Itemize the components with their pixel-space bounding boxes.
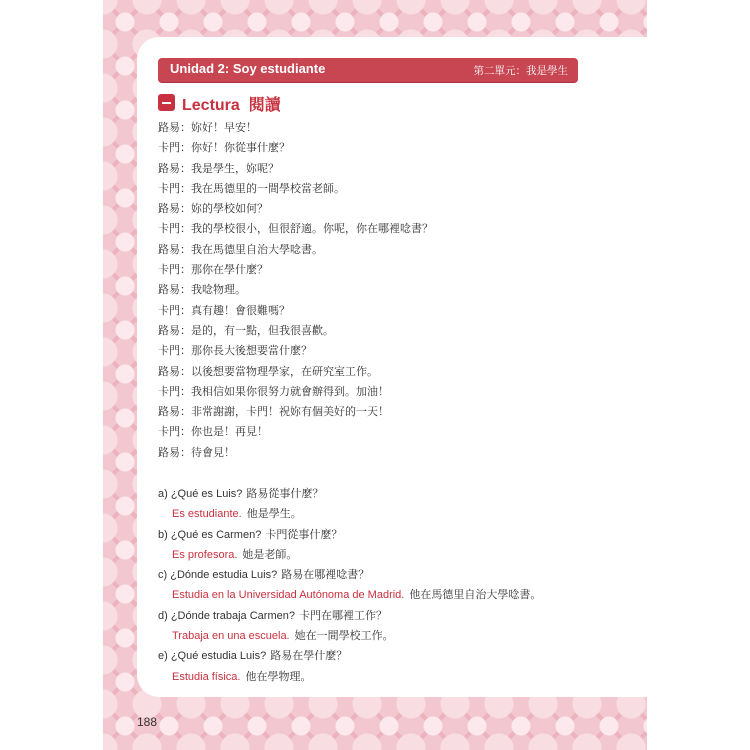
dialogue: [158, 118, 598, 463]
answer-zh: 她在一間學校工作。: [294, 629, 394, 643]
question-es: c) ¿Dónde estudia Luis?: [158, 569, 278, 582]
answer-es: Estudia física.: [172, 670, 241, 683]
answer-es: Trabaja en una escuela.: [172, 630, 290, 643]
dialogue-line: 路易：以後想要當物理學家，在研究室工作。: [158, 364, 378, 378]
dialogue-line: 卡門：我的學校很小，但很舒適。你呢，你在哪裡唸書？: [158, 222, 433, 236]
page-number: 188: [137, 715, 158, 729]
section-title: [182, 92, 281, 115]
question: [158, 484, 598, 504]
section-title-es: Lectura: [182, 97, 240, 114]
dialogue-line: 卡門：你好！你從事什麼？: [158, 141, 290, 155]
unit-title: Unidad 2: Soy estudiante: [170, 61, 326, 76]
answer: [158, 667, 598, 687]
answer: [158, 504, 598, 524]
question-zh: 卡門在哪裡工作？: [298, 608, 387, 622]
dialogue-line: 路易：待會見！: [158, 445, 235, 459]
dialogue-line: 卡門：我相信如果你很努力就會辦得到。加油！: [158, 384, 389, 398]
dialogue-line: 路易：我是學生，妳呢？: [158, 161, 279, 175]
question-zh: 路易在哪裡唸書？: [281, 568, 370, 582]
question: [158, 565, 598, 585]
unit-header: [158, 58, 578, 82]
dialogue-line: 卡門：那你在學什麼？: [158, 263, 268, 277]
dialogue-line: 路易：妳的學校如何？: [158, 202, 268, 216]
dialogue-line: 路易：非常謝謝，卡門！祝妳有個美好的一天！: [158, 405, 389, 419]
dialogue-line: 卡門：我在馬德里的一間學校當老師。: [158, 181, 345, 195]
dialogue-line: 卡門：那你長大後想要當什麼？: [158, 344, 312, 358]
dialogue-line: 卡門：你也是！再見！: [158, 425, 268, 439]
answer-zh: 他在學物理。: [245, 669, 312, 683]
question-es: a) ¿Qué es Luis?: [158, 488, 243, 500]
answer: [158, 585, 598, 605]
answer: [158, 545, 598, 565]
answer-zh: 她是老師。: [242, 547, 298, 561]
answer-es: Estudia en la Universidad Autónoma de Madrid.: [172, 589, 405, 602]
answer-zh: 他是學生。: [246, 507, 302, 521]
section-title-zh: 閱讀: [248, 97, 281, 114]
answer-zh: 他在馬德里自治大學唸書。: [409, 588, 542, 602]
dialogue-line: 路易：妳好！早安！: [158, 121, 257, 134]
question-zh: 路易從事什麼？: [246, 487, 324, 500]
unit-subtitle: 第二單元：我是學生: [473, 65, 568, 77]
question-zh: 卡門從事什麼？: [265, 527, 343, 541]
question: [158, 606, 598, 626]
minus-icon: [158, 94, 175, 111]
answer: [158, 626, 598, 646]
dialogue-line: 路易：我唸物理。: [158, 283, 246, 297]
question-es: d) ¿Dónde trabaja Carmen?: [158, 609, 295, 622]
dialogue-line: 路易：我在馬德里自治大學唸書。: [158, 242, 323, 256]
question-list: [158, 484, 598, 687]
dialogue-line: 卡門：真有趣！會很難嗎？: [158, 303, 290, 317]
question: [158, 525, 598, 545]
question-es: e) ¿Qué estudia Luis?: [158, 650, 267, 663]
question: [158, 646, 598, 666]
answer-es: Es estudiante.: [172, 508, 242, 521]
question-zh: 路易在學什麼？: [270, 649, 348, 663]
answer-es: Es profesora.: [172, 548, 238, 561]
question-es: b) ¿Qué es Carmen?: [158, 528, 262, 541]
dialogue-line: 路易：是的，有一點，但我很喜歡。: [158, 323, 334, 337]
